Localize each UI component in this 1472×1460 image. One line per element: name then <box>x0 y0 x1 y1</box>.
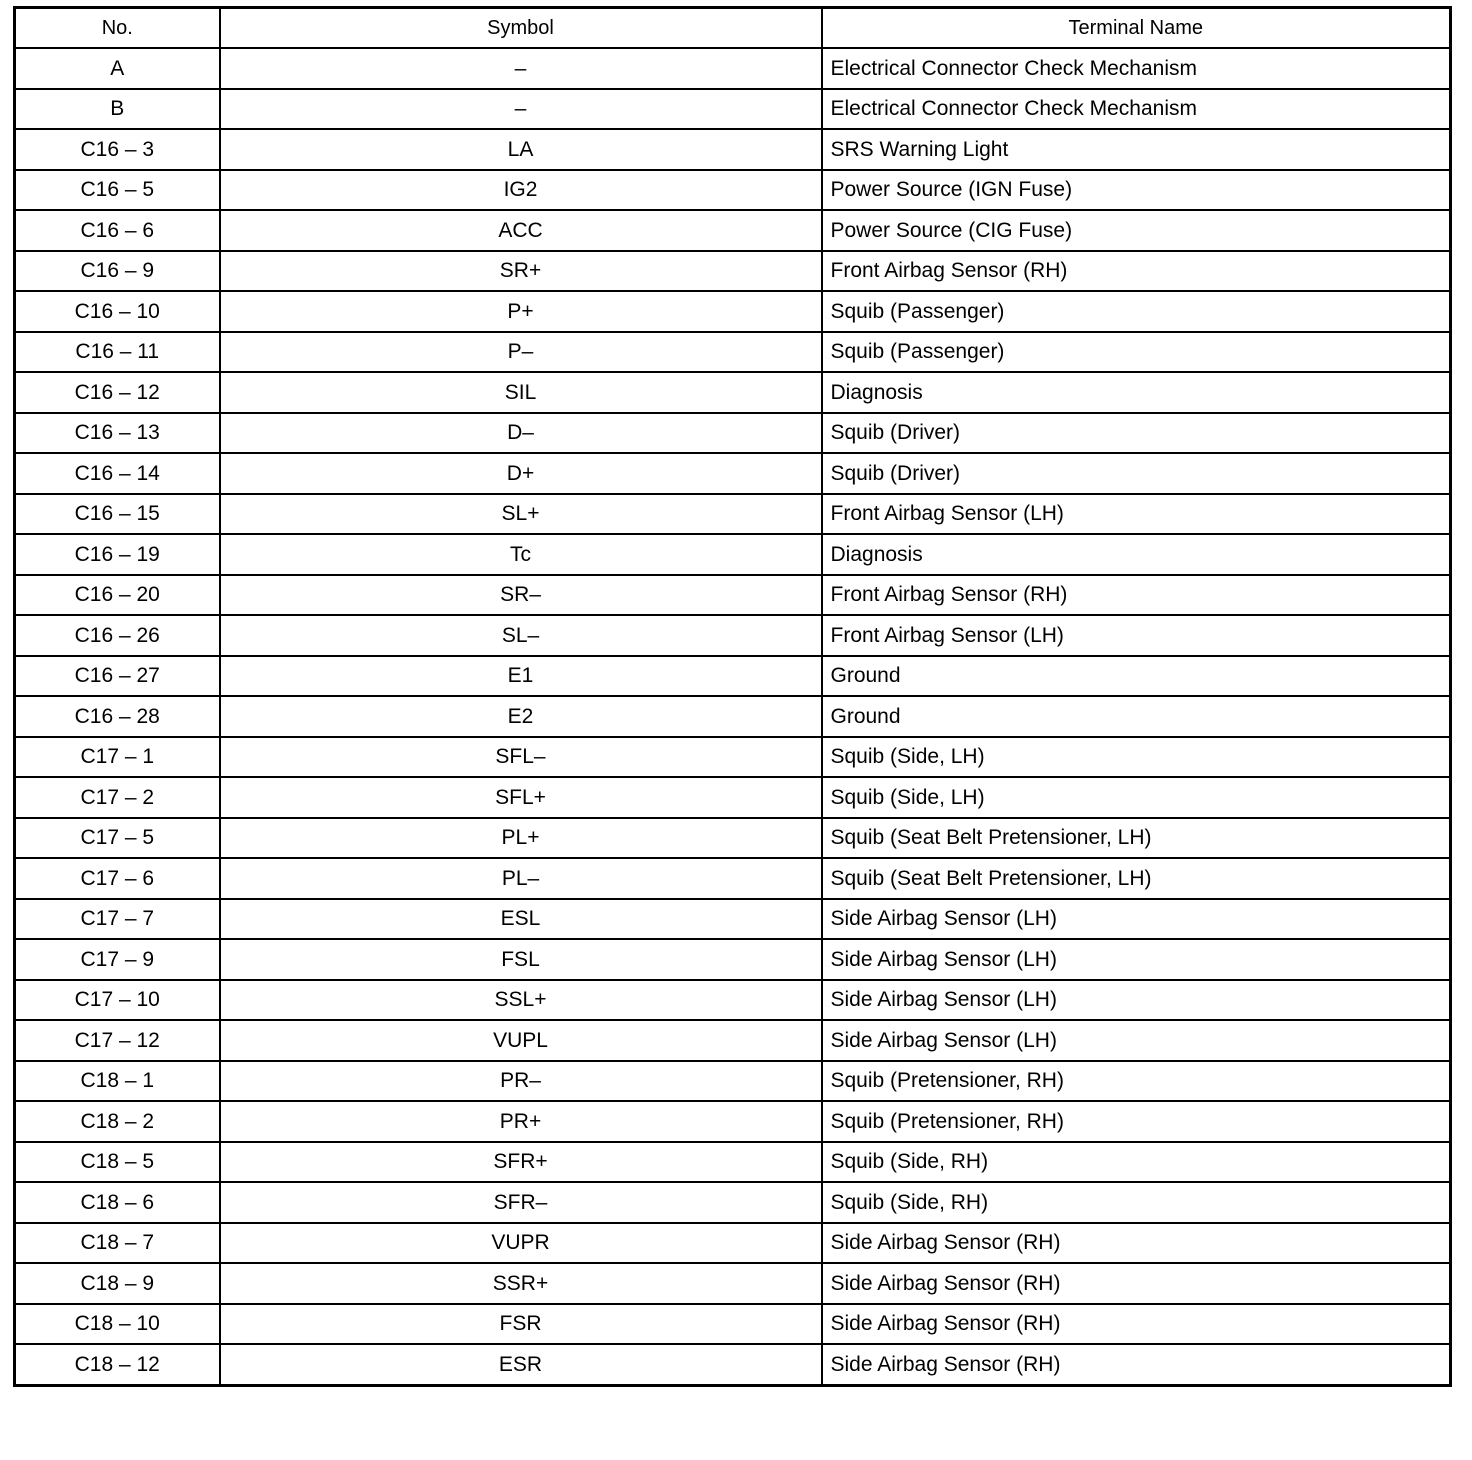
cell-no: C17 – 5 <box>15 818 220 859</box>
cell-no: C18 – 5 <box>15 1142 220 1183</box>
cell-terminal-name: Squib (Side, RH) <box>822 1182 1451 1223</box>
cell-symbol: PL+ <box>220 818 822 859</box>
table-row <box>15 818 1451 859</box>
cell-symbol: FSR <box>220 1304 822 1345</box>
cell-symbol: SIL <box>220 372 822 413</box>
cell-no: C16 – 28 <box>15 696 220 737</box>
table-row <box>15 1182 1451 1223</box>
cell-no: C16 – 14 <box>15 453 220 494</box>
cell-symbol: LA <box>220 129 822 170</box>
table-row <box>15 615 1451 656</box>
cell-symbol: P+ <box>220 291 822 332</box>
table-row <box>15 291 1451 332</box>
cell-terminal-name: Side Airbag Sensor (LH) <box>822 939 1451 980</box>
cell-no: C18 – 7 <box>15 1223 220 1264</box>
cell-no: B <box>15 89 220 130</box>
cell-terminal-name: Ground <box>822 656 1451 697</box>
cell-symbol: D– <box>220 413 822 454</box>
table-row <box>15 939 1451 980</box>
cell-no: C16 – 20 <box>15 575 220 616</box>
table-row <box>15 858 1451 899</box>
table-row <box>15 899 1451 940</box>
cell-symbol: SR– <box>220 575 822 616</box>
table-row <box>15 129 1451 170</box>
cell-terminal-name: Electrical Connector Check Mechanism <box>822 89 1451 130</box>
table-row <box>15 453 1451 494</box>
table-row <box>15 372 1451 413</box>
cell-no: C18 – 2 <box>15 1101 220 1142</box>
table-row <box>15 1061 1451 1102</box>
cell-terminal-name: Squib (Side, RH) <box>822 1142 1451 1183</box>
cell-symbol: SFR– <box>220 1182 822 1223</box>
cell-symbol: E2 <box>220 696 822 737</box>
cell-no: C17 – 10 <box>15 980 220 1021</box>
cell-terminal-name: Side Airbag Sensor (LH) <box>822 1020 1451 1061</box>
cell-terminal-name: Squib (Pretensioner, RH) <box>822 1101 1451 1142</box>
table-row <box>15 696 1451 737</box>
table-row <box>15 656 1451 697</box>
cell-no: C16 – 5 <box>15 170 220 211</box>
table-header <box>15 8 1451 49</box>
cell-no: C17 – 1 <box>15 737 220 778</box>
cell-terminal-name: Side Airbag Sensor (RH) <box>822 1263 1451 1304</box>
cell-terminal-name: Diagnosis <box>822 372 1451 413</box>
cell-terminal-name: Squib (Driver) <box>822 453 1451 494</box>
cell-symbol: PR+ <box>220 1101 822 1142</box>
table-row <box>15 777 1451 818</box>
table-row <box>15 48 1451 89</box>
cell-symbol: ESL <box>220 899 822 940</box>
header-symbol: Symbol <box>220 8 822 49</box>
cell-symbol: – <box>220 89 822 130</box>
cell-no: C17 – 12 <box>15 1020 220 1061</box>
cell-no: C17 – 7 <box>15 899 220 940</box>
cell-symbol: SSL+ <box>220 980 822 1021</box>
table-row <box>15 413 1451 454</box>
table-row <box>15 1020 1451 1061</box>
header-terminal-name: Terminal Name <box>822 8 1451 49</box>
cell-terminal-name: Side Airbag Sensor (LH) <box>822 980 1451 1021</box>
table-row <box>15 534 1451 575</box>
cell-no: C16 – 10 <box>15 291 220 332</box>
cell-symbol: SL– <box>220 615 822 656</box>
table-row <box>15 89 1451 130</box>
cell-terminal-name: Side Airbag Sensor (RH) <box>822 1223 1451 1264</box>
cell-no: C18 – 6 <box>15 1182 220 1223</box>
cell-symbol: ESR <box>220 1344 822 1385</box>
table-row <box>15 210 1451 251</box>
table-row <box>15 251 1451 292</box>
cell-terminal-name: Squib (Passenger) <box>822 291 1451 332</box>
table-body <box>15 48 1451 1385</box>
cell-terminal-name: Squib (Pretensioner, RH) <box>822 1061 1451 1102</box>
cell-symbol: SL+ <box>220 494 822 535</box>
cell-terminal-name: Squib (Driver) <box>822 413 1451 454</box>
cell-symbol: VUPL <box>220 1020 822 1061</box>
cell-no: C16 – 27 <box>15 656 220 697</box>
table-row <box>15 1304 1451 1345</box>
table-row <box>15 737 1451 778</box>
cell-symbol: FSL <box>220 939 822 980</box>
cell-no: C16 – 19 <box>15 534 220 575</box>
cell-no: C18 – 1 <box>15 1061 220 1102</box>
cell-symbol: D+ <box>220 453 822 494</box>
cell-terminal-name: SRS Warning Light <box>822 129 1451 170</box>
terminal-table <box>13 6 1452 1387</box>
cell-symbol: SFL– <box>220 737 822 778</box>
cell-no: C17 – 6 <box>15 858 220 899</box>
cell-no: C16 – 13 <box>15 413 220 454</box>
cell-no: C16 – 6 <box>15 210 220 251</box>
cell-no: C16 – 9 <box>15 251 220 292</box>
cell-terminal-name: Electrical Connector Check Mechanism <box>822 48 1451 89</box>
cell-terminal-name: Power Source (CIG Fuse) <box>822 210 1451 251</box>
cell-terminal-name: Front Airbag Sensor (RH) <box>822 251 1451 292</box>
cell-terminal-name: Front Airbag Sensor (LH) <box>822 615 1451 656</box>
cell-no: C16 – 3 <box>15 129 220 170</box>
cell-no: C18 – 10 <box>15 1304 220 1345</box>
table-row <box>15 1142 1451 1183</box>
cell-no: A <box>15 48 220 89</box>
cell-terminal-name: Squib (Side, LH) <box>822 737 1451 778</box>
table-row <box>15 575 1451 616</box>
header-no: No. <box>15 8 220 49</box>
table-row <box>15 1344 1451 1385</box>
table-row <box>15 1101 1451 1142</box>
cell-symbol: IG2 <box>220 170 822 211</box>
cell-terminal-name: Side Airbag Sensor (LH) <box>822 899 1451 940</box>
table-row <box>15 980 1451 1021</box>
cell-symbol: P– <box>220 332 822 373</box>
cell-no: C16 – 11 <box>15 332 220 373</box>
cell-terminal-name: Squib (Seat Belt Pretensioner, LH) <box>822 858 1451 899</box>
table-row <box>15 494 1451 535</box>
table-row <box>15 332 1451 373</box>
cell-terminal-name: Side Airbag Sensor (RH) <box>822 1304 1451 1345</box>
cell-terminal-name: Side Airbag Sensor (RH) <box>822 1344 1451 1385</box>
cell-no: C18 – 9 <box>15 1263 220 1304</box>
cell-no: C18 – 12 <box>15 1344 220 1385</box>
cell-terminal-name: Power Source (IGN Fuse) <box>822 170 1451 211</box>
cell-terminal-name: Squib (Side, LH) <box>822 777 1451 818</box>
cell-no: C16 – 15 <box>15 494 220 535</box>
cell-no: C16 – 12 <box>15 372 220 413</box>
cell-symbol: SSR+ <box>220 1263 822 1304</box>
table-row <box>15 170 1451 211</box>
cell-symbol: PR– <box>220 1061 822 1102</box>
cell-symbol: – <box>220 48 822 89</box>
cell-symbol: ACC <box>220 210 822 251</box>
cell-no: C17 – 2 <box>15 777 220 818</box>
table-row <box>15 1263 1451 1304</box>
cell-terminal-name: Front Airbag Sensor (RH) <box>822 575 1451 616</box>
cell-symbol: SFR+ <box>220 1142 822 1183</box>
cell-terminal-name: Ground <box>822 696 1451 737</box>
cell-symbol: SR+ <box>220 251 822 292</box>
cell-symbol: Tc <box>220 534 822 575</box>
cell-terminal-name: Squib (Passenger) <box>822 332 1451 373</box>
cell-no: C17 – 9 <box>15 939 220 980</box>
cell-symbol: E1 <box>220 656 822 697</box>
cell-terminal-name: Front Airbag Sensor (LH) <box>822 494 1451 535</box>
cell-symbol: SFL+ <box>220 777 822 818</box>
table-row <box>15 1223 1451 1264</box>
cell-symbol: PL– <box>220 858 822 899</box>
cell-no: C16 – 26 <box>15 615 220 656</box>
cell-symbol: VUPR <box>220 1223 822 1264</box>
cell-terminal-name: Diagnosis <box>822 534 1451 575</box>
cell-terminal-name: Squib (Seat Belt Pretensioner, LH) <box>822 818 1451 859</box>
header-row <box>15 8 1451 49</box>
